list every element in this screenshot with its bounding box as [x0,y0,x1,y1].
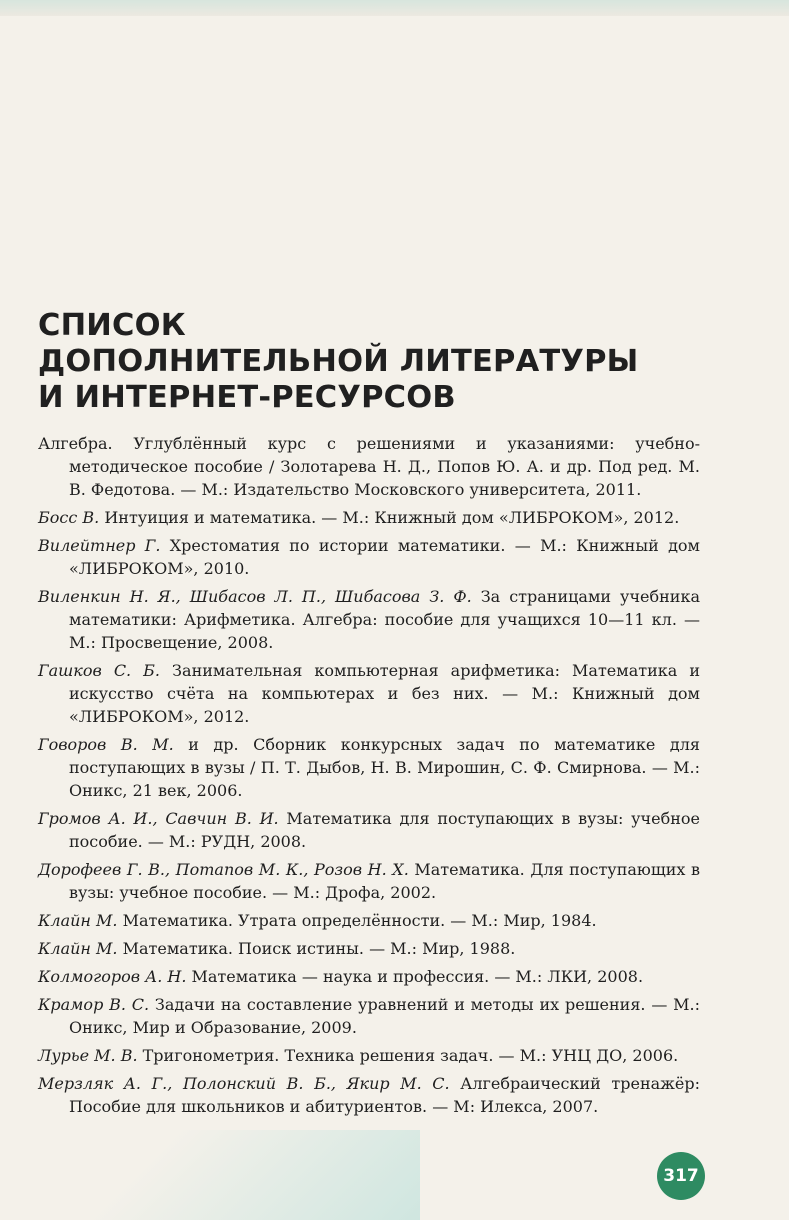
reference-text: Математика — наука и профессия. — М.: ЛКИ, 2008. [186,967,644,986]
reference-text: Задачи на составление уравнений и методы их решения. — М.: Оникс, Мир и Образование, 2009. [69,995,700,1037]
reference-author: Клайн М. [38,939,118,958]
reference-item [38,993,700,1039]
reference-item [38,432,700,501]
reference-text: Математика. Для поступающих в вузы: учебное пособие. — М.: Дрофа, 2002. [69,860,700,902]
reference-item [38,659,700,728]
reference-text: Математика. Утрата определённости. — М.: Мир, 1984. [117,911,597,930]
title-line: И ИНТЕРНЕТ-РЕСУРСОВ [38,380,456,415]
reference-text: Алгебраический тренажёр: Пособие для школьников и абитуриентов. — М: Илекса, 2007. [69,1074,700,1116]
reference-author: Дорофеев Г. В., Потапов М. К., Розов Н. Х. [38,860,409,879]
reference-item [38,807,700,853]
reference-item [38,1072,700,1118]
reference-author: Гашков С. Б. [38,661,161,680]
page-number-badge: 317 [657,1152,705,1200]
reference-text: За страницами учебника математики: Арифметика. Алгебра: пособие для учащихся 10—11 кл. — М.: Просвещение, 2008. [69,587,700,652]
reference-item [38,506,700,529]
reference-item [38,534,700,580]
reference-item [38,858,700,904]
page-corner-tint [0,1130,420,1220]
reference-author: Виленкин Н. Я., Шибасов Л. П., Шибасова З. Ф. [38,587,472,606]
page-title [38,308,738,416]
title-line: СПИСОК [38,308,186,343]
reference-author: Говоров В. М. [38,735,174,754]
reference-author: Клайн М. [38,911,118,930]
reference-author: Колмогоров А. Н. [38,967,187,986]
reference-author: Громов А. И., Савчин В. И. [38,809,279,828]
reference-text: Тригонометрия. Техника решения задач. — М.: УНЦ ДО, 2006. [137,1046,679,1065]
title-line: ДОПОЛНИТЕЛЬНОЙ ЛИТЕРАТУРЫ [38,344,639,379]
reference-text: Алгебра. Углублённый курс с решениями и указаниями: учебно-методическое пособие / Золотарева Н. Д., Попов Ю. А. и др. Под ред. М. В. Федотова. — М.: Издательство Московского университета, 2011. [38,434,700,499]
reference-item [38,585,700,654]
reference-text: Занимательная компьютерная арифметика: Математика и искусство счёта на компьютерах и без них. — М.: Книжный дом «ЛИБРОКОМ», 2012. [69,661,700,726]
reference-item [38,909,700,932]
reference-item [38,733,700,802]
reference-text: Математика. Поиск истины. — М.: Мир, 1988. [117,939,516,958]
reference-author: Крамор В. С. [38,995,150,1014]
reference-text: Хрестоматия по истории математики. — М.: Книжный дом «ЛИБРОКОМ», 2010. [69,536,700,578]
reference-author: Вилейтнер Г. [38,536,161,555]
reference-text: Математика для поступающих в вузы: учебное пособие. — М.: РУДН, 2008. [69,809,701,851]
reference-text: и др. Сборник конкурсных задач по математике для поступающих в вузы / П. Т. Дыбов, Н. В. Мирошин, С. Ф. Смирнова. — М.: Оникс, 21 век, 2006. [69,735,700,800]
reference-item [38,965,700,988]
page-top-band [0,0,789,16]
reference-list [38,432,700,1123]
reference-author: Босс В. [38,508,100,527]
reference-author: Лурье М. В. [38,1046,138,1065]
reference-author: Мерзляк А. Г., Полонский В. Б., Якир М. С. [38,1074,450,1093]
reference-item [38,937,700,960]
reference-item [38,1044,700,1067]
reference-text: Интуиция и математика. — М.: Книжный дом «ЛИБРОКОМ», 2012. [99,508,680,527]
